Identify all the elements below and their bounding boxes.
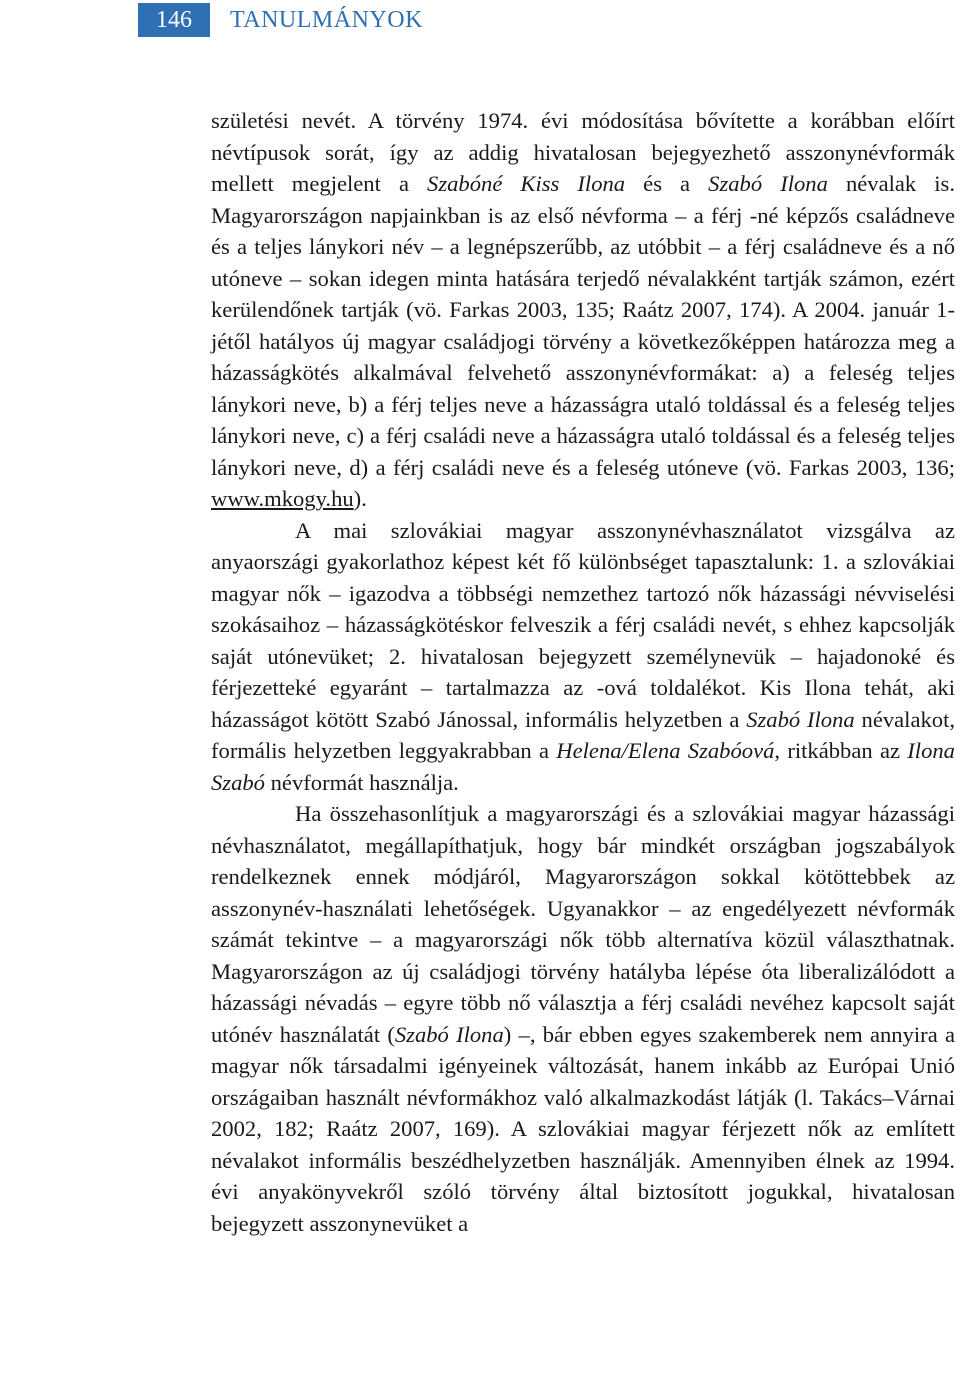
text-run: Ha összehasonlítjuk a magyarországi és a szlovákiai magyar házassági névhasználatot, megállapíthatjuk, hogy bár mindkét országban jogszabályok rendelkeznek ennek módjáról, Magyarországon sokkal kötöttebbek az asszonynév-használati lehetőségek. Ugyanakkor – az engedélyezett névformák számát tekintve – a magyarországi nők több alternatíva közül választhatnak. Magyarországon az új családjogi törvény hatályba lépése óta liberalizálódott a házassági névadás – egyre több nő választja a férj családi nevéhez kapcsolt saját utónév használatát ( [211, 801, 955, 1047]
paragraph-3 [211, 798, 955, 1239]
page-header [0, 0, 960, 38]
text-run: névalak is. Magyarországon napjainkban is az első névforma – a férj -né képzős családneve és a teljes lánykori név – a legnépszerűbb, az utóbbit – a férj családneve és a nő utóneve – sokan idegen minta hatására terjedő névalakként tartják számon, ezért kerülendőnek tartják (vö. Farkas 2003, 135; Raátz 2007, 174). A 2004. január 1-jétől hatályos új magyar családjogi törvény a következőképpen határozza meg a házasságkötés alkalmával felvehető asszonynévformákat: a) a feleség teljes lánykori neve, b) a férj teljes neve a házasságra utaló toldással és a feleség teljes lánykori neve, c) a férj családi neve a házasságra utaló toldással és a feleség teljes lánykori neve, d) a férj családi neve és a feleség utóneve (vö. Farkas 2003, 136; [211, 171, 955, 480]
italic-name: Szabó Ilona [746, 706, 855, 732]
article-body [211, 105, 955, 1239]
italic-name: Ilona Szabó [211, 738, 955, 795]
paragraph-2 [211, 515, 955, 799]
page-number: 146 [138, 3, 210, 37]
text-run: , ritkábban az [774, 738, 908, 763]
paragraph-1 [211, 105, 955, 515]
text-run: névalakot, formális helyzetben leggyakrabban a [211, 706, 955, 763]
italic-name: Szabó Ilona [394, 1021, 504, 1047]
text-run: születési nevét. A törvény 1974. évi módosítása bővítette a korábban előírt névtípusok sorát, így az addig hivatalosan bejegyezhető asszonynévformák mellett megjelent a [211, 108, 955, 196]
text-run: ) –, bár ebben egyes szakemberek nem annyira a magyar nők társadalmi igényeinek változását, hanem inkább az Európai Unió országaiban használt névformákhoz való alkalmazkodást látják (l. Takács–Várnai 2002, 182; Raátz 2007, 169). A szlovákiai magyar férjezett nők az említett névalakot informális beszédhelyzetben használják. Amennyiben élnek az 1994. évi anyakönyvekről szóló törvény által biztosított jogukkal, hivatalosan bejegyzett asszonynevüket a [211, 1021, 955, 1236]
text-run: ). [353, 486, 367, 511]
mkogy-link[interactable]: www.mkogy.hu [211, 486, 354, 511]
text-run: A mai szlovákiai magyar asszonynévhasználatot vizsgálva az anyaországi gyakorlathoz képest két fő különbséget tapasztalunk: 1. a szlovákiai magyar nők – igazodva a többségi nemzethez tartozó nők házassági névviselési szokásaihoz – házasságkötéskor felveszik a férj családi nevét, s ehhez kapcsolják saját utónevüket; 2. hivatalosan bejegyzett személynevük – hajadonoké és férjezetteké egyaránt – tartalmazza az -ová toldalékot. Kis Ilona tehát, aki házasságot kötött Szabó Jánossal, informális helyzetben a [211, 517, 955, 732]
text-run: névformát használja. [264, 769, 459, 795]
italic-name: Helena/Elena Szabóová [556, 738, 775, 763]
italic-name: Szabó Ilona [708, 171, 828, 196]
italic-name: Szabóné Kiss Ilona [427, 171, 626, 196]
running-title: TANULMÁNYOK [230, 7, 423, 33]
text-run: és a [625, 171, 709, 196]
